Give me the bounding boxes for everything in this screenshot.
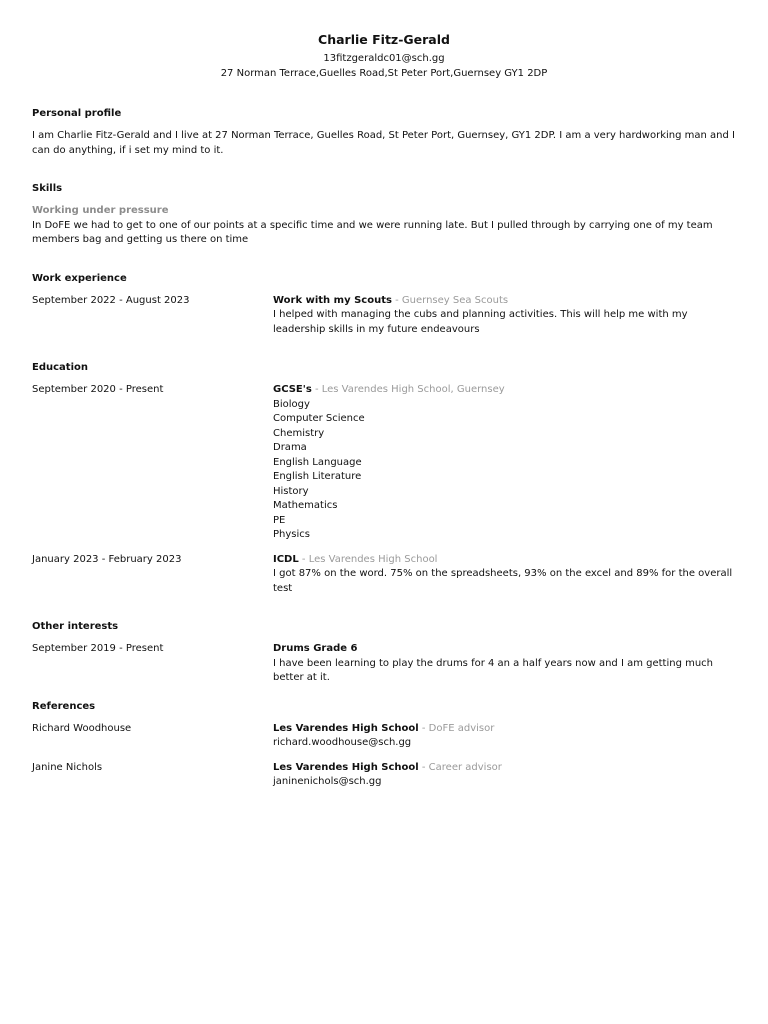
work-organisation: - Guernsey Sea Scouts — [391, 294, 509, 306]
reference-email: richard.woodhouse@sch.gg — [273, 737, 412, 748]
reference-entry — [32, 722, 736, 751]
list-item: Computer Science — [273, 413, 365, 424]
candidate-email: 13fitzgeraldc01@sch.gg — [323, 53, 445, 64]
interest-date: September 2019 - Present — [32, 643, 164, 654]
candidate-address: 27 Norman Terrace,Guelles Road,St Peter Port,Guernsey GY1 2DP — [220, 67, 548, 79]
list-item: Biology — [273, 398, 310, 410]
education-qualification: ICDL — [273, 553, 299, 565]
section-title: Skills — [32, 183, 63, 194]
education-description: I got 87% on the word. 75% on the spreadsheets, 93% on the excel and 89% for the overall test — [273, 568, 733, 594]
education-detail — [273, 383, 736, 543]
interest-description: I have been learning to play the drums for 4 an a half years now and I am getting much better at it. — [273, 657, 714, 683]
cv-page — [32, 0, 736, 800]
education-school: - Les Varendes High School — [298, 553, 438, 565]
section-title: Work experience — [32, 272, 127, 284]
work-role: Work with my Scouts — [273, 294, 392, 306]
reference-email: janinenichols@sch.gg — [273, 776, 382, 787]
candidate-name: Charlie Fitz-Gerald — [318, 32, 450, 47]
work-date: September 2022 - August 2023 — [32, 294, 190, 306]
reference-name: Richard Woodhouse — [32, 722, 132, 734]
skill-name: Working under pressure — [32, 205, 169, 216]
section-references — [32, 700, 736, 790]
section-title: Education — [32, 362, 88, 373]
section-education — [32, 361, 736, 596]
reference-organisation: Les Varendes High School — [273, 761, 419, 773]
interest-detail — [273, 642, 736, 686]
section-title: Personal profile — [32, 108, 122, 119]
work-entry — [32, 294, 736, 338]
section-title: References — [32, 700, 96, 712]
education-entry — [32, 383, 736, 543]
section-other-interests — [32, 620, 736, 686]
section-title: Other interests — [32, 621, 119, 632]
skill-description: In DoFE we had to get to one of our points at a specific time and we were running late. But I pulled through by carrying one of my team members bag and getting us there on time — [32, 219, 713, 245]
list-item: Physics — [273, 529, 310, 540]
work-description: I helped with managing the cubs and planning activities. This will help me with my leadership skills in my future endeavours — [273, 309, 688, 335]
section-work-experience — [32, 272, 736, 338]
reference-role: - Career advisor — [418, 761, 502, 773]
education-school: - Les Varendes High School, Guernsey — [311, 384, 505, 395]
reference-role: - DoFE advisor — [418, 722, 495, 734]
education-date: September 2020 - Present — [32, 384, 164, 395]
list-item: Mathematics — [273, 500, 338, 511]
section-personal-profile — [32, 107, 736, 158]
list-item: Drama — [273, 442, 307, 453]
cv-header — [32, 0, 736, 81]
education-qualification: GCSE's — [273, 384, 312, 395]
reference-entry — [32, 761, 736, 790]
list-item: PE — [273, 514, 286, 526]
list-item: Chemistry — [273, 427, 325, 439]
education-detail — [273, 553, 736, 597]
interest-entry — [32, 642, 736, 686]
reference-organisation: Les Varendes High School — [273, 722, 419, 734]
interest-name: Drums Grade 6 — [273, 643, 358, 654]
reference-detail — [273, 761, 736, 790]
profile-text: I am Charlie Fitz-Gerald and I live at 27 Norman Terrace, Guelles Road, St Peter Port, Guernsey, GY1 2DP. I am a very hardworking man and I can do anything, if i set my mind to it. — [32, 130, 735, 156]
reference-detail — [273, 722, 736, 751]
section-skills — [32, 182, 736, 248]
list-item: English Literature — [273, 471, 362, 482]
list-item: History — [273, 485, 309, 497]
subject-list — [273, 398, 736, 543]
list-item: English Language — [273, 456, 362, 468]
skill-item — [32, 204, 736, 248]
education-entry — [32, 553, 736, 597]
education-date: January 2023 - February 2023 — [32, 553, 182, 565]
work-detail — [273, 294, 736, 338]
reference-name: Janine Nichols — [32, 761, 103, 773]
